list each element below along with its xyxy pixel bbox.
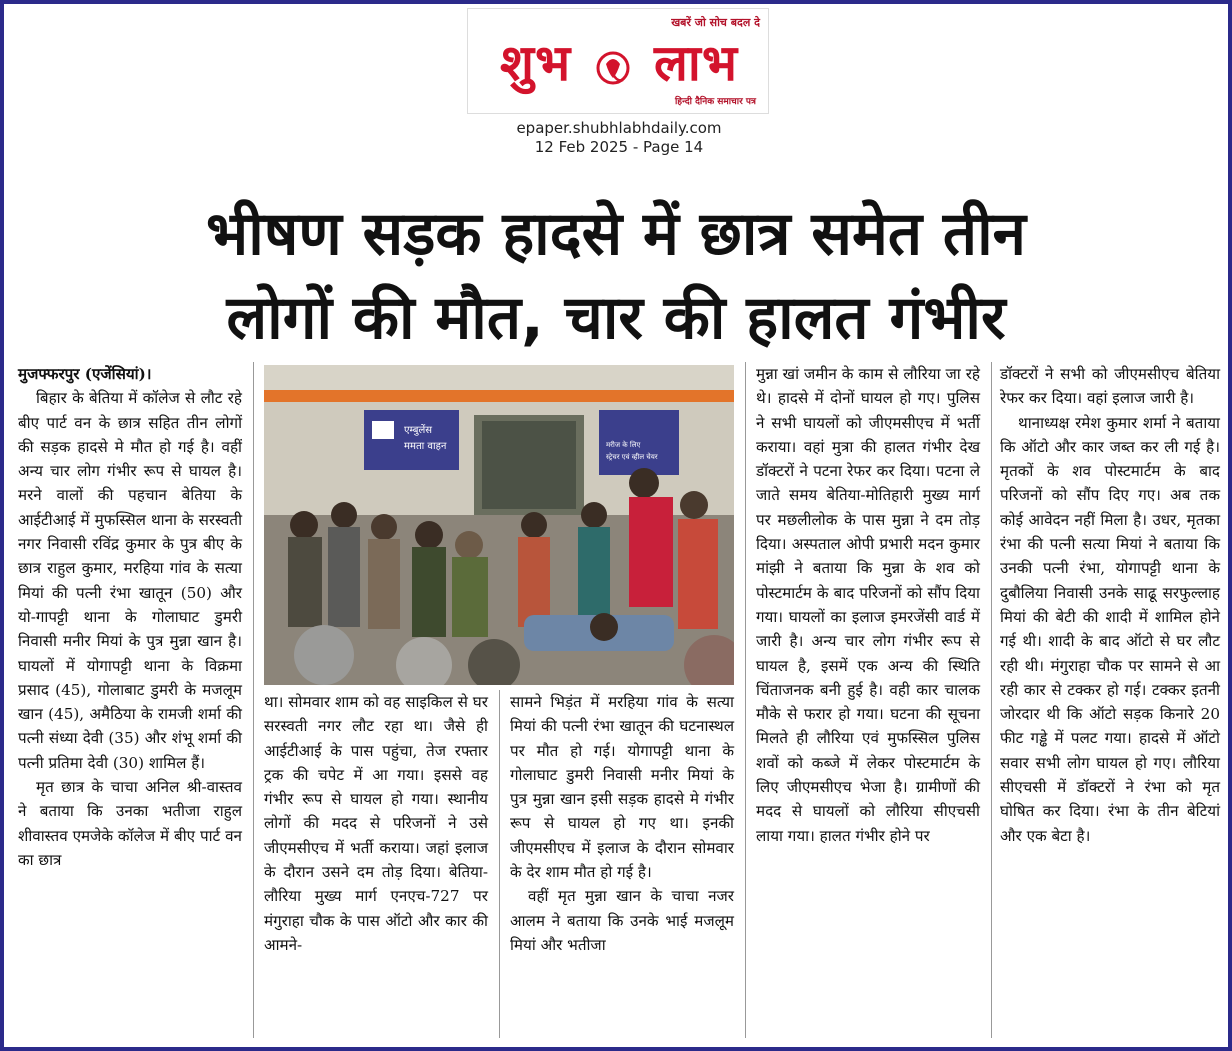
ambulance-sign: [364, 410, 459, 470]
column-5-paragraph-2: थानाध्यक्ष रमेश कुमार शर्मा ने बताया कि ऑटो और कार जब्त कर ली गई है। मृतकों के शव पोस्टमार्टम के बाद परिजनों को सौंप दिए गए। अब तक कोई आवेदन नहीं मिला है। उधर, मृतका रंभा की पत्नी सत्या मियां ने बताया कि उनकी पत्नी रंभा, योगापट्टी थाना के दुबौलिया निवासी उनके साढू सरफुल्लाह मियां की बेटी की शादी में शामिल होने गई थी। शादी के बाद ऑटो से घर लौट रही थी। मंगुराहा चौक पर सामने से आ रही कार से टक्कर हो गई। टक्कर इतनी जोरदार थी कि ऑटो सड़क किनारे 20 फीट गड्ढे में पलट गया। हादसे में ऑटो सवार सभी लोग घायल हो गए। लौरिया सीएचसी में डॉक्टरों ने रंभा को मृत घोषित कर दिया। रंभा के तीन बेटियां और एक बेटा है।: [1000, 413, 1220, 845]
column-divider: [745, 362, 746, 1038]
masthead-logo: [474, 27, 764, 95]
stretcher-sign-line-1: मरीज के लिए: [606, 441, 641, 449]
headline-line-2: लोगों की मौत, चार की हालत गंभीर: [226, 283, 1006, 353]
article-column-3: [510, 690, 734, 957]
logo-left-text: शुभ: [500, 34, 572, 92]
ambulance-sign-line-1: एम्बुलेंस: [404, 425, 433, 436]
masthead: [467, 8, 769, 114]
column-1-paragraph-2: मृत छात्र के चाचा अनिल श्री-वास्तव ने बताया कि उनका भतीजा राहुल शीवास्तव एमजेके कॉलेज में बीए पार्ट वन का छात्र: [18, 778, 242, 869]
column-divider: [499, 690, 500, 1038]
masthead-subtitle: हिन्दी दैनिक समाचार पत्र: [674, 97, 756, 107]
headline: [14, 192, 1218, 360]
column-2-paragraph-1: था। सोमवार शाम को वह साइकिल से घर सरस्वती नगर लौट रहा था। जैसे ही आईटीआई के पास पहुंचा, तेज रफ्तार ट्रक की चपेट में आ गया। इससे वह गंभीर रूप से घायल हो गया। स्थानीय लोगों की मदद से परिजनों ने उसे जीएमसीएच में भर्ती कराया। जहां इलाज के दौरान उसने दम तोड़ दिया। बेतिया-लौरिया मुख्य मार्ग एनएच-727 पर मंगुराहा चौक के पास ऑटो और कार की आमने-: [264, 693, 488, 954]
column-3-paragraph-2: वहीं मृत मुन्ना खान के चाचा नजर आलम ने बताया कि उनके भाई मजलूम मियां और भतीजा: [510, 887, 734, 954]
edition-info: [404, 119, 834, 157]
accident-photo: [264, 365, 734, 685]
column-divider: [253, 362, 254, 1038]
ganesha-icon: [590, 44, 636, 90]
headline-line-1: भीषण सड़क हादसे में छात्र समेत तीन: [206, 199, 1026, 269]
ambulance-sign-line-2: ममता वाहन: [404, 441, 447, 452]
column-4-paragraph-1: मुन्ना खां जमीन के काम से लौरिया जा रहे थे। हादसे में दोनों घायल हो गए। पुलिस ने सभी घायलों को जीएमसीएच में भर्ती कराया। वहां मुत्रा की हालत गंभीर देख डॉक्टरों ने पटना रेफर कर दिया। पटना ले जाते समय बेतिया-मोतिहारी मुख्य मार्ग पर मछलीलोक के पास मुन्ना ने दम तोड़ दिया। अस्पताल ओपी प्रभारी मदन कुमार मांझी ने बताया कि मुन्ना के शव को पोस्टमार्टम के बाद परिजनों को सौंप दिया गया। घायलों का इलाज इमरजेंसी वार्ड में जारी है। अन्य चार लोग गंभीर रूप से घायल है, इसमें एक अन्य की स्थिति चिंताजनक बनी हुई है। वही कार चालक मौके से फरार हो गया। घटना की सूचना मिलते ही लौरिया एवं मुफस्सिल पुलिस शवों को कब्जे में लेकर पोस्टमार्टम के लिए जीएमसीएच भेजा है। ग्रामीणों की मदद से घायलों को लौरिया सीएचसी लाया गया। हालत गंभीर होने पर: [756, 365, 980, 845]
column-divider: [991, 362, 992, 1038]
article-column-5: [1000, 362, 1220, 848]
column-5-paragraph-1: डॉक्टरों ने सभी को जीएमसीएच बेतिया रेफर कर दिया। वहां इलाज जारी है।: [1000, 365, 1220, 408]
column-1-paragraph-1: बिहार के बेतिया में कॉलेज से लौट रहे बीए पार्ट वन के छात्र सहित तीन लोगों की सड़क हादसे मे मौत हो गई है। वहीं अन्य चार लोग गंभीर रूप से घायल है। मरने वालों की पहचान बेतिया के आईटीआई में मुफस्सिल थाना के सरस्वती नगर निवासी रविंद्र कुमार के पुत्र बीए के छात्र राहुल कुमार, मरहिया गांव के सत्या मियां की पत्नी रंभा खातून (50) और यो-गापट्टी थाना के गोलाघाट डुमरी निवासी मनीर मियां के पुत्र मुन्ना खान है। घायलों में योगापट्टी थाना के विक्रमा प्रसाद (45), गोलाबाट डुमरी के मजलूम खान (45), अमैठिया के रामजी शर्मा की पत्नी संध्या देवी (35) और शंभू शर्मा की पत्नी प्रतिमा देवी (30) शामिल हैं।: [18, 389, 242, 772]
article-column-2: [264, 690, 488, 957]
dateline: मुजफ्फरपुर (एजेंसियां)।: [18, 365, 152, 383]
photo-illustration: [264, 365, 734, 685]
article-column-4: [756, 362, 980, 848]
edition-url[interactable]: epaper.shubhlabhdaily.com: [516, 119, 722, 137]
stretcher-sign-line-2: स्ट्रेचर एवं व्हील चेयर: [606, 453, 658, 461]
edition-date-page: 12 Feb 2025 - Page 14: [534, 138, 704, 156]
article-column-1: [18, 362, 242, 872]
masthead-tagline: खबरें जो सोच बदल दे: [671, 16, 760, 29]
column-3-paragraph-1: सामने भिड़ंत में मरहिया गांव के सत्या मियां की पत्नी रंभा खातून की घटनास्थल पर मौत हो गई। योगापट्टी थाना के गोलाघाट डुमरी निवासी मनीर मियां के पुत्र मुन्ना खान इसी सड़क हादसे मे गंभीर रूप से घायल हो गए था। इनकी जीएमसीएच में इलाज के दौरान सोमवार के देर शाम मौत हो गई है।: [510, 693, 734, 882]
logo-right-text: लाभ: [654, 34, 738, 92]
